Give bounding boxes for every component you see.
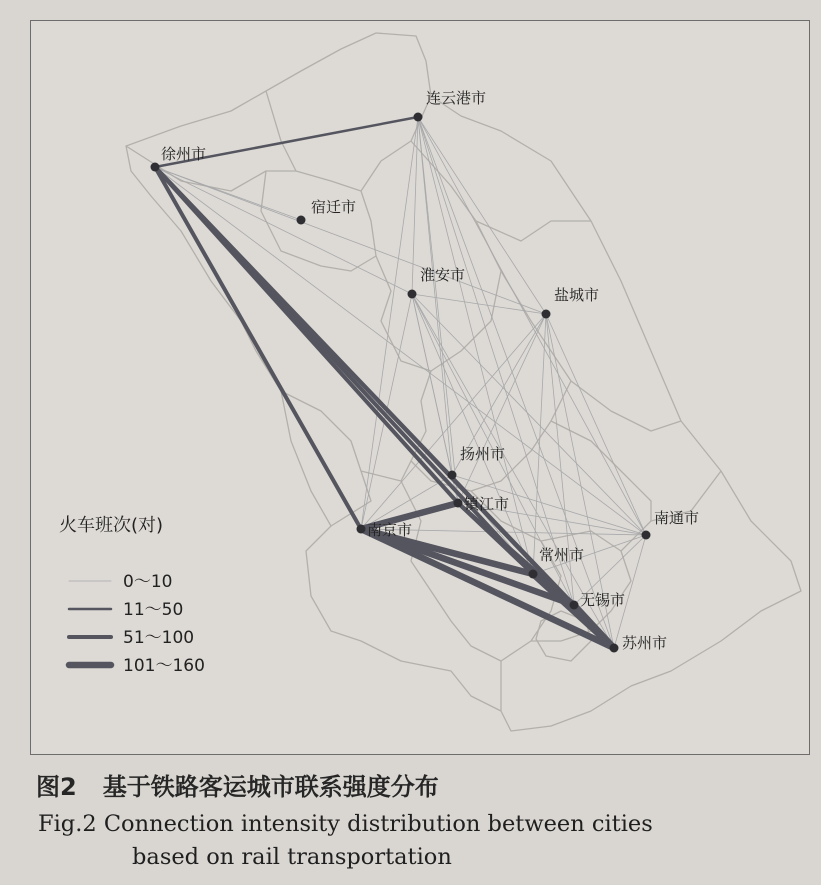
city-node-changzhou (529, 570, 538, 579)
city-node-wuxi (570, 601, 579, 610)
city-label-yangzhou: 扬州市 (460, 445, 506, 463)
city-node-huaian (408, 290, 417, 299)
xuzhou-boundary (126, 91, 296, 191)
link-lianyungang-zhenjiang (418, 117, 458, 503)
link-xuzhou-nantong (155, 167, 646, 535)
legend-label-1: 0～10 (123, 572, 173, 592)
rail-connection-map (31, 21, 810, 755)
legend-label-3: 51～100 (123, 628, 195, 648)
yancheng-boundary (476, 221, 591, 241)
legend-label-4: 101～160 (123, 656, 205, 676)
map-frame (30, 20, 810, 755)
city-label-suzhou: 苏州市 (622, 634, 668, 652)
city-label-xuzhou: 徐州市 (161, 145, 207, 163)
legend-label-2: 11～50 (123, 600, 184, 620)
city-label-huaian: 淮安市 (420, 266, 466, 284)
figure-title-cn: 基于铁路客运城市联系强度分布 (102, 773, 439, 801)
city-node-yangzhou (448, 471, 457, 480)
figure-caption-cn (36, 767, 439, 802)
figure-number: 图2 (36, 773, 77, 801)
caption-en-line1: Fig.2 Connection intensity distribution between cities (38, 811, 653, 837)
yangzhou-boundary (411, 371, 571, 491)
city-node-nantong (642, 531, 651, 540)
prefecture-boundaries (126, 33, 801, 731)
city-label-suqian: 宿迁市 (311, 198, 357, 216)
link-xuzhou-huaian (155, 167, 412, 294)
link-yancheng-nantong (546, 314, 646, 535)
suqian-boundary (296, 96, 431, 191)
city-node-lianyungang (414, 113, 423, 122)
city-node-yancheng (542, 310, 551, 319)
legend-items (69, 572, 205, 676)
suqian-south-boundary (261, 171, 376, 271)
city-label-zhenjiang: 镇江市 (464, 495, 510, 513)
city-label-lianyungang: 连云港市 (426, 89, 487, 107)
link-huaian-yancheng (412, 294, 546, 314)
link-xuzhou-suzhou (155, 167, 614, 648)
city-label-nantong: 南通市 (654, 509, 700, 527)
link-xuzhou-yancheng (155, 167, 546, 314)
city-label-wuxi: 无锡市 (580, 591, 626, 609)
city-node-suqian (297, 216, 306, 225)
city-label-changzhou: 常州市 (539, 546, 585, 564)
figure-caption-en (38, 808, 808, 874)
city-node-zhenjiang (454, 499, 463, 508)
legend (59, 515, 205, 676)
city-node-nanjing (357, 525, 366, 534)
city-label-nanjing: 南京市 (367, 521, 413, 539)
legend-title: 火车班次(对) (59, 515, 164, 536)
province-outline (126, 33, 801, 731)
city-node-xuzhou (151, 163, 160, 172)
city-label-yancheng: 盐城市 (554, 286, 600, 304)
city-node-suzhou (610, 644, 619, 653)
nanjing-east-boundary (361, 461, 411, 481)
caption-en-line2: based on rail transportation (132, 844, 452, 870)
